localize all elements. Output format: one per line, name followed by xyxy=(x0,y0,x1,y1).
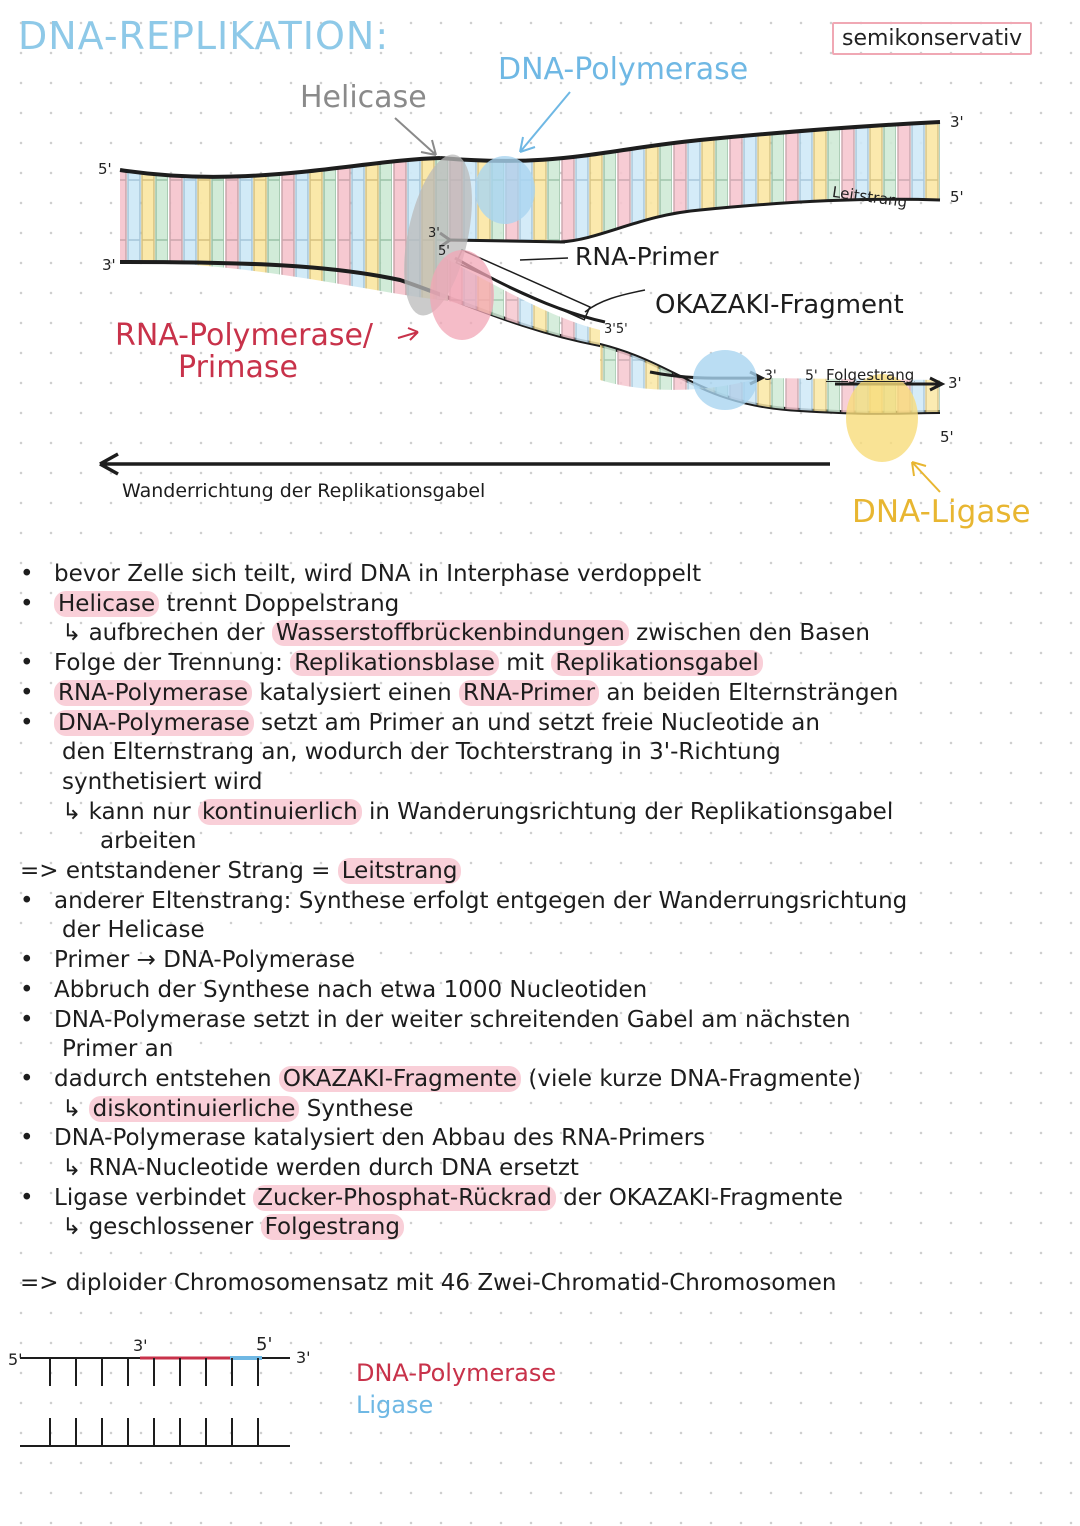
note-line: der Helicase xyxy=(62,917,205,944)
end-label-5-folge: 5' xyxy=(805,368,818,384)
note-line: ↳ diskontinuierliche Synthese xyxy=(62,1095,414,1122)
folgestrang-label: Folgestrang xyxy=(826,366,915,384)
end-label-5-leitstrang: 5' xyxy=(950,188,964,206)
mini-label-3a: 3' xyxy=(133,1336,148,1355)
helicase-pointer xyxy=(395,118,436,155)
note-line: • DNA-Polymerase katalysiert den Abbau des RNA-Primers xyxy=(20,1125,706,1152)
okazaki-pointer xyxy=(585,290,645,312)
end-label-35: 3'5' xyxy=(604,322,628,337)
rna-primer-label: RNA-Primer xyxy=(575,242,719,271)
direction-arrow xyxy=(100,454,830,474)
note-line: • RNA-Polymerase katalysiert einen RNA-Primer an beiden Elternsträngen xyxy=(20,679,899,706)
primase-blob xyxy=(430,250,494,340)
end-label-3-top-right: 3' xyxy=(950,113,964,131)
polymerase-pointer xyxy=(520,92,570,152)
note-line: • Abbruch der Synthese nach etwa 1000 Nucleotiden xyxy=(20,976,648,1003)
legend-ligase: Ligase xyxy=(356,1391,434,1419)
note-line: => entstandener Strang = Leitstrang xyxy=(20,857,1075,887)
mini-label-5: 5' xyxy=(8,1350,23,1369)
note-line: synthetisiert wird xyxy=(62,768,263,795)
mini-label-5b: 5' xyxy=(256,1334,273,1355)
semikonservativ-badge: semikonservativ xyxy=(832,22,1032,55)
end-label-3-bottom-left: 3' xyxy=(102,256,116,274)
mini-strand-diagram xyxy=(0,1330,340,1460)
primase-pointer xyxy=(398,328,418,340)
note-line: • DNA-Polymerase setzt in der weiter schreitenden Gabel am nächsten xyxy=(20,1006,851,1033)
ligase-blob xyxy=(846,374,918,462)
note-line: den Elternstrang an, wodurch der Tochterstrang in 3'-Richtung xyxy=(62,739,781,766)
mini-label-3b: 3' xyxy=(296,1348,311,1367)
note-line: • Primer → DNA-Polymerase xyxy=(20,947,356,974)
end-label-5-bottom: 5' xyxy=(940,428,954,446)
end-label-3-fork: 3' xyxy=(428,226,440,241)
helicase-label: Helicase xyxy=(300,80,427,115)
polymerase-blob-bottom xyxy=(693,350,757,410)
note-line: ↳ RNA-Nucleotide werden durch DNA ersetzt xyxy=(62,1155,579,1182)
rna-polymerase-label: RNA-Polymerase/ xyxy=(115,318,374,353)
mini-legend xyxy=(356,1357,556,1421)
end-label-5-fork: 5' xyxy=(438,244,450,259)
note-conclusion: => diploider Chromosomensatz mit 46 Zwei-Chromatid-Chromosomen xyxy=(20,1270,837,1297)
end-label-5-top-left: 5' xyxy=(98,160,112,178)
note-line: ↳ geschlossener Folgestrang xyxy=(20,1213,1075,1243)
notes-list xyxy=(20,560,1075,1299)
note-line: arbeiten xyxy=(100,828,197,855)
note-line: • bevor Zelle sich teilt, wird DNA in Interphase verdoppelt xyxy=(20,561,702,587)
note-line: ↳ kann nur kontinuierlich in Wanderungsrichtung der Replikationsgabel xyxy=(62,798,894,825)
note-line: • Ligase verbindet Zucker-Phosphat-Rückrad der OKAZAKI-Fragmente xyxy=(20,1184,843,1211)
note-line: Primer an xyxy=(62,1036,174,1063)
note-line: • anderer Eltenstrang: Synthese erfolgt entgegen der Wanderrungsrichtung xyxy=(20,887,908,914)
polymerase-blob-top xyxy=(475,156,535,224)
note-line: • Helicase trennt Doppelstrang xyxy=(20,590,400,617)
ligase-pointer xyxy=(912,462,940,492)
dna-polymerase-label: DNA-Polymerase xyxy=(498,52,749,87)
primer-pointer xyxy=(520,258,568,260)
end-label-3-folge: 3' xyxy=(948,374,962,392)
primase-label: Primase xyxy=(178,350,298,385)
note-line: • Folge der Trennung: Replikationsblase mit Replikationsgabel xyxy=(20,649,1075,679)
leitstrang-label: Leitstrang xyxy=(831,182,909,212)
note-line: ↳ aufbrechen der Wasserstoffbrückenbindungen zwischen den Basen xyxy=(62,620,870,647)
page-title: DNA-REPLIKATION: xyxy=(18,14,390,58)
dna-ligase-label: DNA-Ligase xyxy=(852,494,1031,530)
note-line: • dadurch entstehen OKAZAKI-Fragmente (viele kurze DNA-Fragmente) xyxy=(20,1065,861,1092)
legend-dna-polymerase: DNA-Polymerase xyxy=(356,1359,557,1387)
note-line: • DNA-Polymerase setzt am Primer an und setzt freie Nucleotide an xyxy=(20,709,820,736)
direction-label: Wanderrichtung der Replikationsgabel xyxy=(122,480,486,502)
okazaki-fragment-label: OKAZAKI-Fragment xyxy=(655,290,904,320)
end-label-3-lagging: 3' xyxy=(764,368,777,384)
